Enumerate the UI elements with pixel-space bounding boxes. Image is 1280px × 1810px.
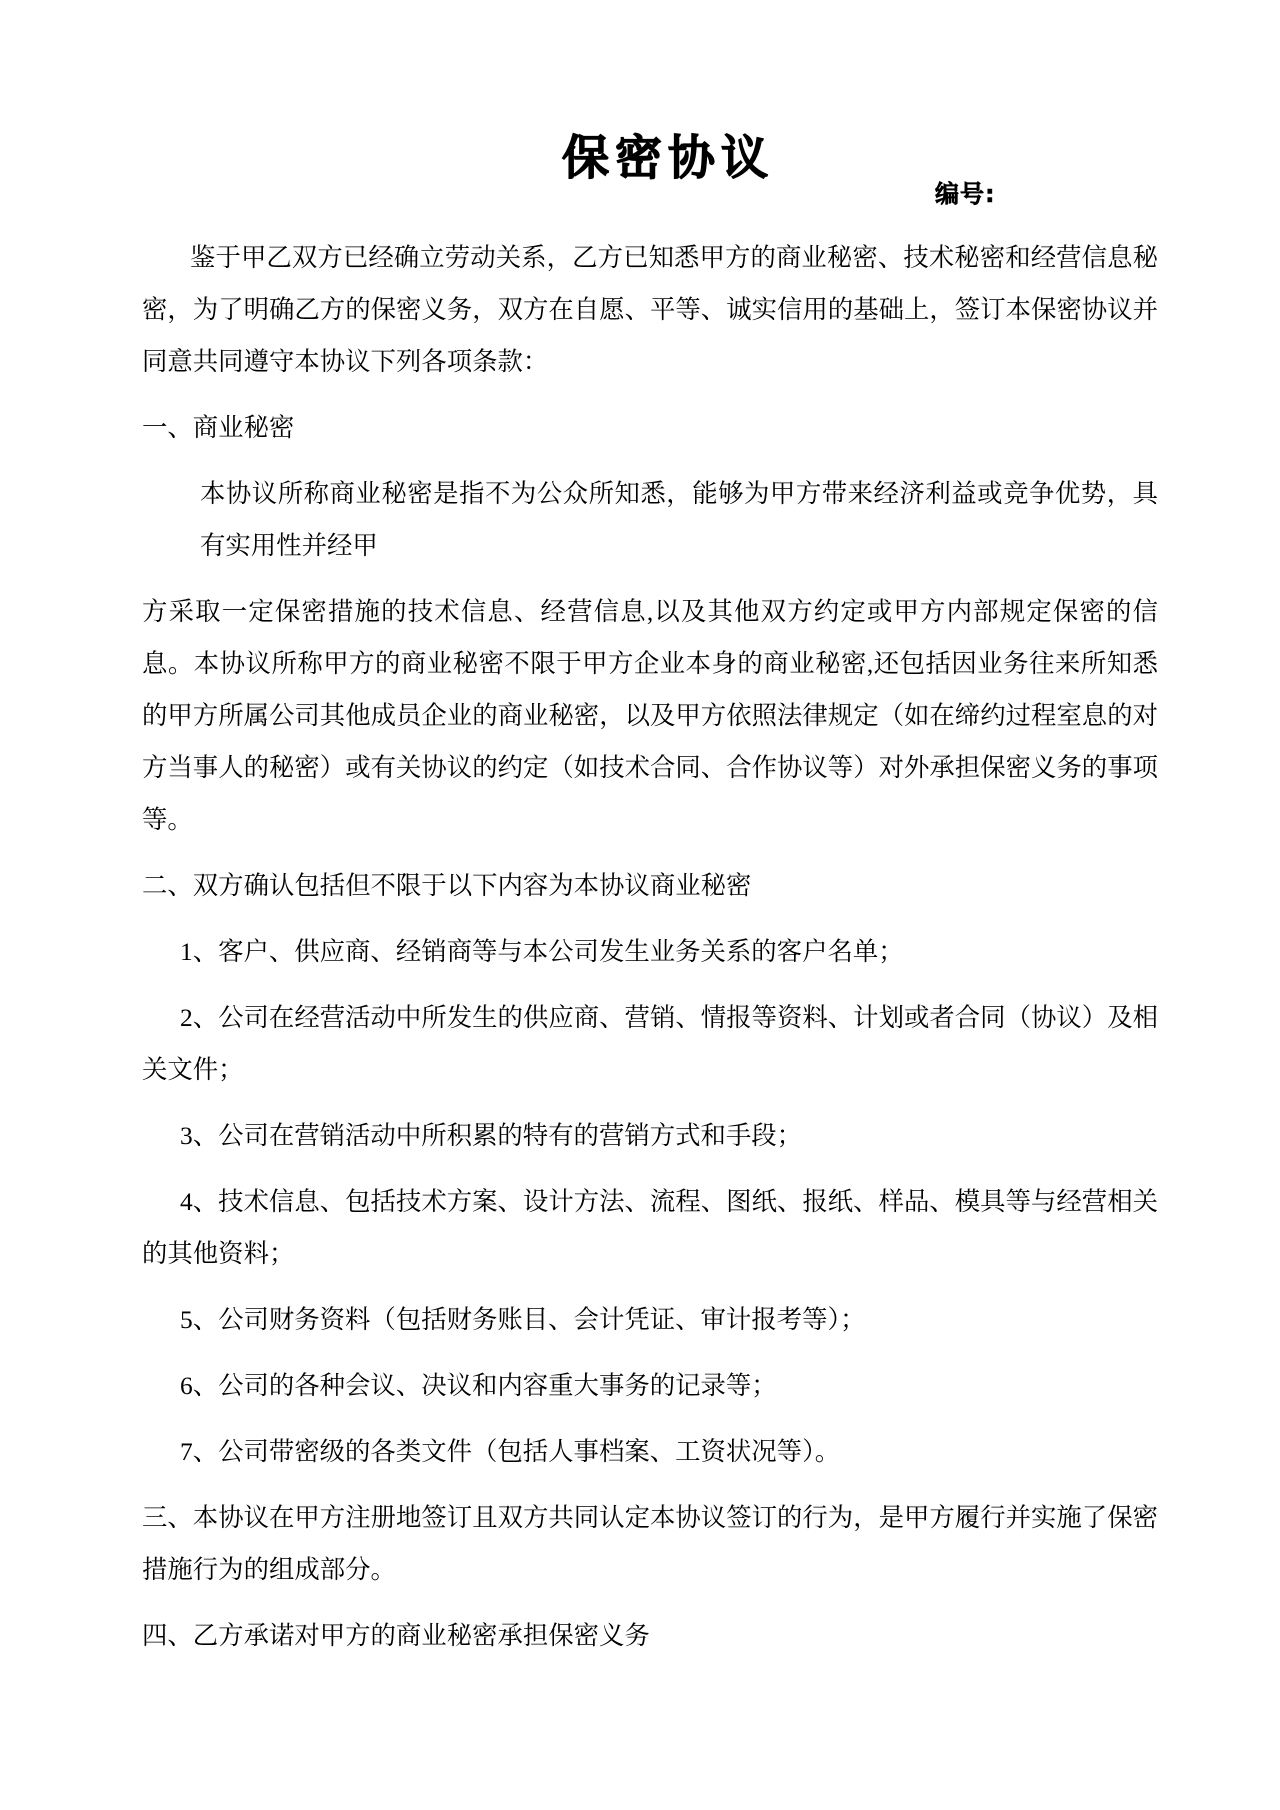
document-title: 保密协议 bbox=[562, 131, 774, 186]
section-2-heading: 二、双方确认包括但不限于以下内容为本协议商业秘密 bbox=[142, 872, 752, 900]
intro-paragraph: 鉴于甲乙双方已经确立劳动关系，乙方已知悉甲方的商业秘密、技术秘密和经营信息秘密，为了明确乙方的保密义务，双方在自愿、平等、诚实信用的基础上，签订本保密协议并同意共同遵守本协议下列各项条款： bbox=[142, 244, 1158, 376]
list-item-6: 6、公司的各种会议、决议和内容重大事务的记录等； bbox=[180, 1372, 777, 1400]
list-item-5: 5、公司财务资料（包括财务账目、会计凭证、审计报考等）； bbox=[180, 1306, 866, 1334]
list-item-7: 7、公司带密级的各类文件（包括人事档案、工资状况等）。 bbox=[180, 1438, 841, 1466]
list-item-4: 4、技术信息、包括技术方案、设计方法、流程、图纸、报纸、样品、模具等与经营相关的其他资料； bbox=[142, 1188, 1158, 1268]
list-item-2: 2、公司在经营活动中所发生的供应商、营销、情报等资料、计划或者合同（协议）及相关文件； bbox=[142, 1004, 1158, 1084]
document-body bbox=[142, 232, 1158, 1662]
list-item-3: 3、公司在营销活动中所积累的特有的营销方式和手段； bbox=[180, 1122, 803, 1150]
section-4-heading: 四、乙方承诺对甲方的商业秘密承担保密义务 bbox=[142, 1622, 650, 1650]
section-1-paragraph: 方采取一定保密措施的技术信息、经营信息,以及其他双方约定或甲方内部规定保密的信息。本协议所称甲方的商业秘密不限于甲方企业本身的商业秘密,还包括因业务往来所知悉的甲方所属公司其他成员企业的商业秘密，以及甲方依照法律规定（如在缔约过程室息的对方当事人的秘密）或有关协议的约定（如技术合同、合作协议等）对外承担保密义务的事项等。 bbox=[142, 598, 1158, 834]
section-3-paragraph: 三、本协议在甲方注册地签订且双方共同认定本协议签订的行为，是甲方履行并实施了保密措施行为的组成部分。 bbox=[142, 1504, 1158, 1584]
section-1-indented-paragraph: 本协议所称商业秘密是指不为公众所知悉，能够为甲方带来经济利益或竞争优势，具有实用性并经甲 bbox=[200, 480, 1158, 560]
list-item-1: 1、客户、供应商、经销商等与本公司发生业务关系的客户名单； bbox=[180, 938, 904, 966]
doc-number-label: 编号: bbox=[935, 180, 996, 208]
section-1-heading: 一、商业秘密 bbox=[142, 414, 295, 442]
document-header bbox=[0, 0, 1280, 232]
